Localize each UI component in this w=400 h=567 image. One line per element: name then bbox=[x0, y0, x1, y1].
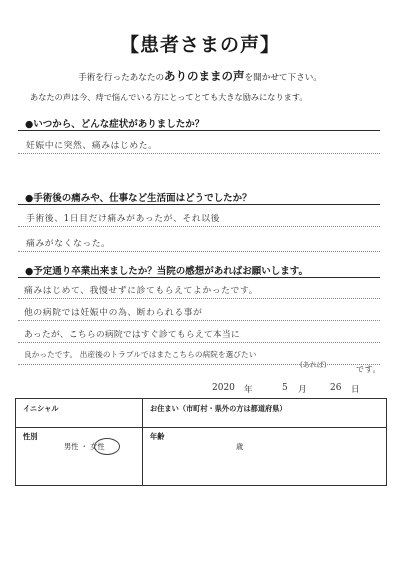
date-month-unit: 月 bbox=[298, 385, 307, 395]
answer-rule bbox=[18, 320, 380, 321]
answer-rule bbox=[18, 153, 380, 154]
intro-line-2: あなたの声は今、痔で悩んでいる方にとってとても大きな励みになります。 bbox=[30, 92, 308, 102]
intro-line-1 bbox=[0, 68, 400, 84]
question-3-answer-line-4: 良かったです。 出産後のトラブルではまたこちらの病院を選びたい bbox=[24, 350, 257, 359]
question-3-answer-line-1: 痛みはじめて、我慢せずに診てもらえてよかったです。 bbox=[24, 286, 259, 296]
question-1-label: ●いつから、どんな症状がありましたか？ bbox=[25, 119, 205, 130]
question-3-label: ●予定通り卒業出来ましたか？当院の感想があればお願いします。 bbox=[25, 266, 309, 277]
question-2-answer-line-2: 痛みがなくなった。 bbox=[26, 239, 111, 249]
question-3-rule bbox=[18, 277, 380, 278]
table-divider bbox=[16, 427, 386, 428]
date-year: 2020 bbox=[212, 383, 235, 393]
question-2-label: ●手術後の痛みや、仕事など生活面はどうでしたか？ bbox=[25, 193, 252, 204]
answer-rule bbox=[18, 298, 380, 299]
question-3-trailing: です。 bbox=[356, 365, 382, 374]
intro-pre: 手術を行ったあなたの bbox=[78, 73, 165, 83]
answer-rule bbox=[18, 364, 380, 365]
question-1-rule bbox=[18, 130, 380, 131]
answer-rule bbox=[18, 226, 380, 227]
date-day: 26 bbox=[330, 383, 342, 393]
question-2-answer-line-1: 手術後、1日目だけ痛みがあったが、それ以後 bbox=[26, 214, 221, 224]
question-1-answer-line-1: 妊娠中に突然、痛みはじめた。 bbox=[26, 141, 158, 151]
question-2-rule bbox=[18, 204, 380, 205]
age-label: 年齢 bbox=[150, 432, 165, 441]
answer-rule bbox=[18, 342, 380, 343]
question-3-answer-line-2: 他の病院では妊娠中の為、断わられる事が bbox=[24, 308, 203, 318]
address-label: お住まい（市町村・県外の方は都道府県） bbox=[150, 404, 287, 413]
selected-gender-circle bbox=[94, 438, 120, 455]
answer-rule bbox=[18, 251, 380, 252]
respondent-info-table bbox=[15, 398, 387, 486]
date-day-unit: 日 bbox=[351, 385, 360, 395]
question-3-insert-note: (あれば) bbox=[300, 361, 327, 369]
initial-label: イニシャル bbox=[23, 404, 59, 413]
date-year-unit: 年 bbox=[244, 385, 253, 395]
gender-options: 男性 ・ 女性 bbox=[64, 442, 105, 451]
table-divider bbox=[142, 399, 143, 485]
date-month: 5 bbox=[282, 383, 288, 393]
intro-emphasis: ありのままの声 bbox=[164, 69, 245, 83]
gender-label: 性別 bbox=[23, 432, 38, 441]
question-3-answer-line-3: あったが、こちらの病院ではすぐ診てもらえて本当に bbox=[24, 330, 240, 340]
intro-post: を聞かせて下さい。 bbox=[244, 73, 322, 83]
age-unit: 歳 bbox=[236, 442, 244, 451]
page-title: 【患者さまの声】 bbox=[119, 34, 280, 56]
